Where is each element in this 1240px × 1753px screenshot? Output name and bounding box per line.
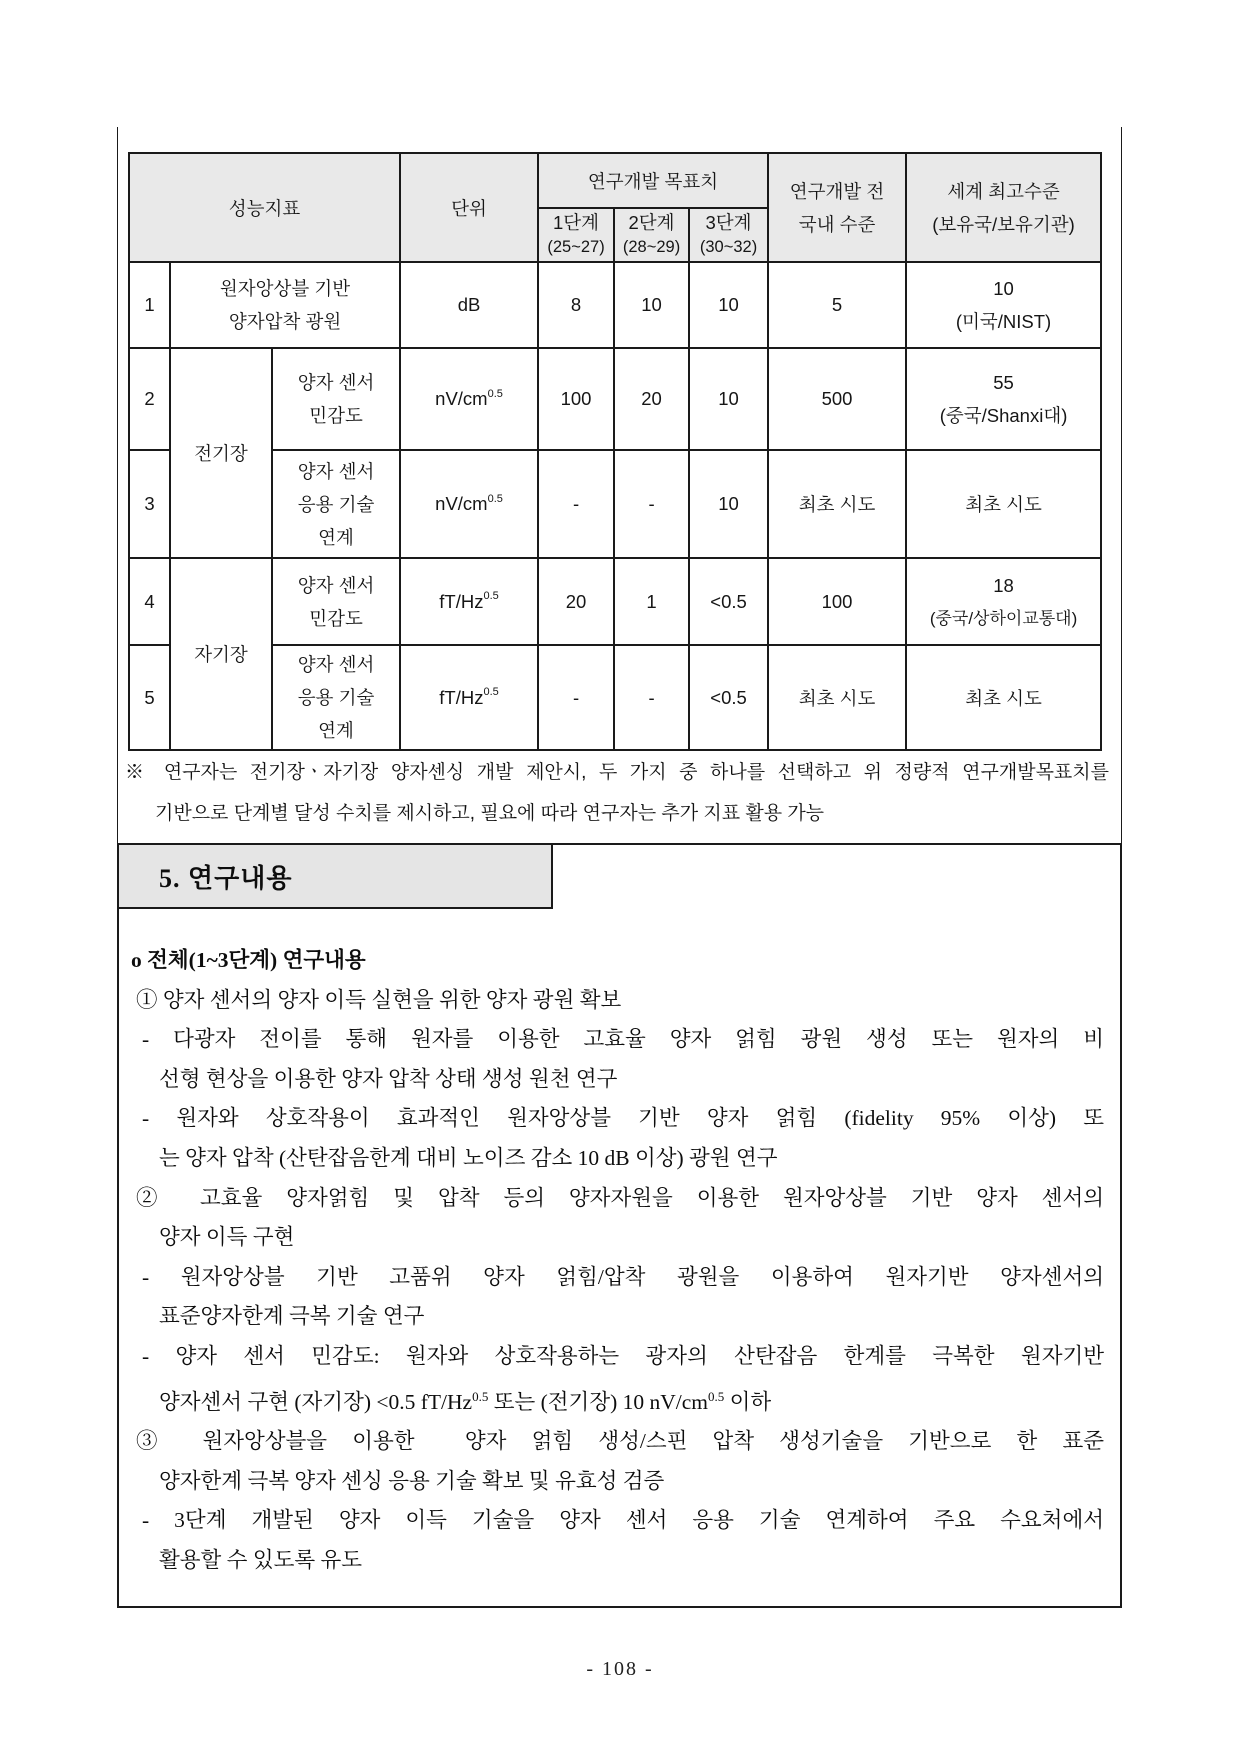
body-text: - 원자앙상블 기반 고품위 양자 얽힘/압착 광원을 이용하여 원자기반 양자센서의 — [142, 1264, 1104, 1289]
page-number: - 108 - — [586, 1658, 654, 1680]
stage2-value: - — [614, 645, 689, 750]
stage3-value: 10 — [689, 450, 768, 558]
superscript-text: 0.5 — [472, 1388, 489, 1404]
performance-indicator-table — [128, 152, 1102, 751]
body-line — [119, 1258, 1120, 1298]
research-content-section-cell — [117, 843, 1122, 1608]
stage3-value: 10 — [689, 348, 768, 450]
body-text: - 원자와 상호작용이 효과적인 원자앙상블 기반 양자 얽힘 (fidelity 95% 이상) 또 — [142, 1106, 1104, 1131]
body-line — [119, 981, 1120, 1021]
indicator-name: 양자 센서 민감도 — [272, 348, 400, 450]
world-best-value: 최초 시도 — [906, 645, 1101, 750]
body-text: - 양자 센서 민감도: 원자와 상호작용하는 광자의 산탄잡음 한계를 극복한 원자기반 — [142, 1343, 1104, 1368]
unit-value: $nV/cm^{0.5}$ — [400, 450, 538, 558]
stage2-value: - — [614, 450, 689, 558]
header-stage1: 1단계 (25~27) — [538, 208, 614, 262]
stage2-value: 1 — [614, 558, 689, 645]
world-best-value: 10 (미국/NIST) — [906, 262, 1101, 348]
stage1-value: 100 — [538, 348, 614, 450]
row-number: 4 — [129, 558, 170, 645]
body-text: 또는 (전기장) 10 nV/cm — [488, 1389, 709, 1414]
body-line — [119, 1501, 1120, 1541]
footnote-line: 기반으로 단계별 달성 수치를 제시하고, 필요에 따라 연구자는 추가 지표 활용 가능 — [155, 803, 825, 824]
domestic-value: 최초 시도 — [768, 450, 906, 558]
body-line — [119, 1099, 1120, 1139]
domestic-value: 5 — [768, 262, 906, 348]
body-text: 활용할 수 있도록 유도 — [159, 1548, 363, 1573]
body-line — [119, 1462, 1120, 1502]
unit-value: $fT/Hz^{0.5}$ — [400, 645, 538, 750]
table-row — [129, 645, 1101, 750]
stage2-value: 20 — [614, 348, 689, 450]
body-line — [119, 1020, 1120, 1060]
table-row — [129, 558, 1101, 645]
unit-value: $fT/Hz^{0.5}$ — [400, 558, 538, 645]
indicator-name: 양자 센서 응용 기술 연계 — [272, 645, 400, 750]
body-text: - 다광자 전이를 통해 원자를 이용한 고효율 양자 얽힘 광원 생성 또는 원자의 비 — [142, 1027, 1104, 1052]
table-row — [129, 262, 1101, 348]
performance-section-cell — [117, 127, 1122, 843]
stage2-value: 10 — [614, 262, 689, 348]
body-line — [119, 1218, 1120, 1258]
world-best-value: 최초 시도 — [906, 450, 1101, 558]
row-number: 1 — [129, 262, 170, 348]
body-line — [119, 1337, 1120, 1377]
stage3-value: <0.5 — [689, 645, 768, 750]
body-text: 양자 이득 구현 — [159, 1225, 295, 1250]
row-number: 2 — [129, 348, 170, 450]
body-line — [119, 1297, 1120, 1337]
table-row — [129, 348, 1101, 450]
superscript-text: 0.5 — [708, 1388, 725, 1404]
stage1-value: - — [538, 645, 614, 750]
body-text: ② 고효율 양자얽힘 및 압착 등의 양자자원을 이용한 원자앙상블 기반 양자 센서의 — [136, 1185, 1104, 1210]
stage3-value: <0.5 — [689, 558, 768, 645]
body-text: 양자한계 극복 양자 센싱 응용 기술 확보 및 유효성 검증 — [159, 1468, 665, 1493]
body-line — [119, 1139, 1120, 1179]
world-best-value: 55 (중국/Shanxi대) — [906, 348, 1101, 450]
indicator-name: 양자 센서 민감도 — [272, 558, 400, 645]
header-performance-indicator: 성능지표 — [129, 153, 400, 262]
body-text: 선형 현상을 이용한 양자 압착 상태 생성 원천 연구 — [159, 1066, 618, 1091]
indicator-name: 양자 센서 응용 기술 연계 — [272, 450, 400, 558]
body-line — [119, 1179, 1120, 1219]
unit-value: $nV/cm^{0.5}$ — [400, 348, 538, 450]
body-text: 양자센서 구현 (자기장) <0.5 fT/Hz — [159, 1389, 473, 1414]
header-target-values: 연구개발 목표치 — [538, 153, 768, 208]
body-text: 이하 — [724, 1389, 772, 1414]
body-text: ③ 원자앙상블을 이용한 양자 얽힘 생성/스핀 압착 생성기술을 기반으로 한 표준 — [136, 1429, 1104, 1454]
body-line — [119, 1422, 1120, 1462]
row-number: 3 — [129, 450, 170, 558]
body-line — [119, 941, 1120, 981]
body-lines — [119, 941, 1120, 1581]
section-title-text: 5. 연구내용 — [159, 863, 293, 893]
footnote-line: ※ 연구자는 전기장ㆍ자기장 양자센싱 개발 제안시, 두 가지 중 하나를 선택하고 위 정량적 연구개발목표치를 — [125, 762, 1109, 783]
stage1-value: 8 — [538, 262, 614, 348]
field-group-magnetic: 자기장 — [170, 558, 272, 750]
body-line — [119, 1541, 1120, 1581]
field-group-electric: 전기장 — [170, 348, 272, 558]
header-stage2: 2단계 (28~29) — [614, 208, 689, 262]
header-stage3: 3단계 (30~32) — [689, 208, 768, 262]
domestic-value: 500 — [768, 348, 906, 450]
domestic-value: 최초 시도 — [768, 645, 906, 750]
row-number: 5 — [129, 645, 170, 750]
body-text: o 전체(1~3단계) 연구내용 — [131, 948, 366, 972]
table-row — [129, 450, 1101, 558]
stage1-value: - — [538, 450, 614, 558]
domestic-value: 100 — [768, 558, 906, 645]
header-world-best: 세계 최고수준 (보유국/보유기관) — [906, 153, 1101, 262]
body-line — [119, 1060, 1120, 1100]
body-text: ① 양자 센서의 양자 이득 실현을 위한 양자 광원 확보 — [136, 987, 622, 1012]
stage3-value: 10 — [689, 262, 768, 348]
body-text: 표준양자한계 극복 기술 연구 — [159, 1304, 425, 1329]
body-line — [119, 1377, 1120, 1423]
section-title — [117, 843, 553, 909]
unit-value: dB — [400, 262, 538, 348]
table-footnote — [118, 752, 1123, 834]
stage1-value: 20 — [538, 558, 614, 645]
world-best-value: 18 (중국/상하이교통대) — [906, 558, 1101, 645]
header-unit: 단위 — [400, 153, 538, 262]
body-text: - 3단계 개발된 양자 이득 기술을 양자 센서 응용 기술 연계하여 주요 수요처에서 — [142, 1508, 1104, 1533]
header-domestic-level: 연구개발 전 국내 수준 — [768, 153, 906, 262]
indicator-name: 원자앙상블 기반 양자압착 광원 — [170, 262, 400, 348]
body-text: 는 양자 압착 (산탄잡음한계 대비 노이즈 감소 10 dB 이상) 광원 연구 — [159, 1145, 778, 1170]
